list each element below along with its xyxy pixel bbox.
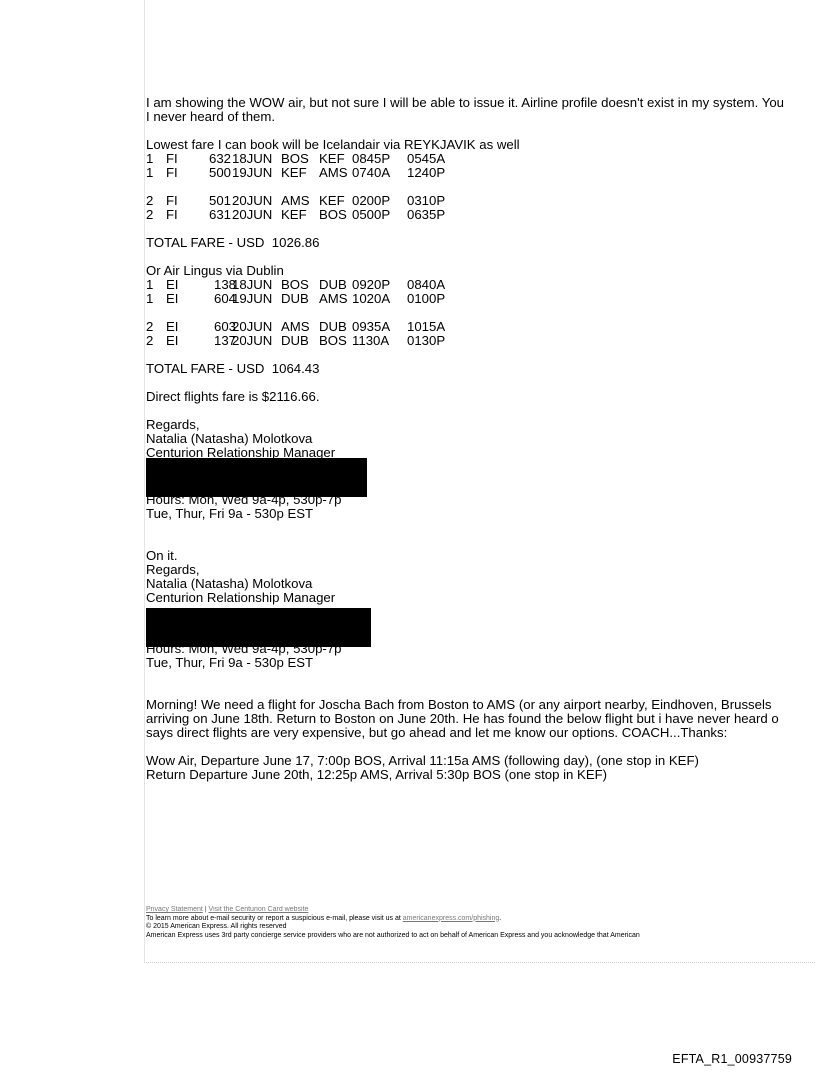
privacy-statement-link[interactable]: Privacy Statement <box>146 906 203 913</box>
signature-hours: Hours: Mon, Wed 9a-4p, 530p-7p <box>146 642 342 656</box>
segment-origin: AMS <box>281 319 310 334</box>
aerlingus-total-fare: TOTAL FARE - USD 1064.43 <box>146 362 320 376</box>
centurion-website-link[interactable]: Visit the Centurion Card website <box>208 906 309 913</box>
icelandair-outbound-itinerary <box>146 152 816 180</box>
request-line-1: Morning! We need a flight for Joscha Bach from Boston to AMS (or any airport nearby, Eindhoven, Brussels <box>146 698 772 712</box>
flight-segment <box>146 152 816 166</box>
segment-origin: BOS <box>281 277 309 292</box>
phishing-end: . <box>499 914 502 922</box>
segment-leg: 2 <box>146 207 154 222</box>
segment-leg: 2 <box>146 333 154 348</box>
segment-arrive-time: 0635P <box>407 207 446 222</box>
flight-segment <box>146 278 816 292</box>
segment-flight-number: 604 <box>214 291 237 306</box>
redaction-block <box>146 458 367 497</box>
flight-segment <box>146 292 816 306</box>
segment-arrive-time: 1240P <box>407 165 446 180</box>
segment-depart-time: 0920P <box>352 277 391 292</box>
signature-title: Centurion Relationship Manager <box>146 446 336 460</box>
copyright: © 2015 American Express. All rights reserved <box>146 923 287 930</box>
segment-leg: 1 <box>146 277 154 292</box>
icelandair-return-itinerary <box>146 194 816 222</box>
segment-flight-number: 137 <box>214 333 237 348</box>
segment-leg: 1 <box>146 151 154 166</box>
flight-segment <box>146 208 816 222</box>
segment-destination: DUB <box>319 319 347 334</box>
phishing-notice <box>146 915 816 924</box>
segment-destination: AMS <box>319 165 348 180</box>
flight-segment <box>146 320 816 334</box>
segment-origin: DUB <box>281 291 309 306</box>
segment-arrive-time: 0840A <box>407 277 446 292</box>
on-it-message: On it. <box>146 549 178 563</box>
segment-origin: AMS <box>281 193 310 208</box>
icelandair-heading: Lowest fare I can book will be Icelandair via REYKJAVIK as well <box>146 138 520 152</box>
segment-date: 20JUN <box>232 207 273 222</box>
segment-flight-number: 603 <box>214 319 237 334</box>
segment-depart-time: 0845P <box>352 151 391 166</box>
request-line-3: says direct flights are very expensive, but go ahead and let me know our options. COACH...Thanks: <box>146 726 728 740</box>
signature-regards: Regards, <box>146 418 200 432</box>
segment-arrive-time: 1015A <box>407 319 446 334</box>
signature-name: Natalia (Natasha) Molotkova <box>146 577 313 591</box>
wow-outbound-flight: Wow Air, Departure June 17, 7:00p BOS, Arrival 11:15a AMS (following day), (one stop in KEF) <box>146 754 699 768</box>
segment-destination: KEF <box>319 193 345 208</box>
flight-segment <box>146 334 816 348</box>
segment-destination: KEF <box>319 151 345 166</box>
signature-hours-2: Tue, Thur, Fri 9a - 530p EST <box>146 656 314 670</box>
email-body <box>146 96 816 782</box>
segment-carrier: FI <box>166 193 178 208</box>
flight-segment <box>146 194 816 208</box>
signature-hours-2: Tue, Thur, Fri 9a - 530p EST <box>146 507 314 521</box>
segment-flight-number: 500 <box>209 165 232 180</box>
aerlingus-return-itinerary <box>146 320 816 348</box>
segment-destination: DUB <box>319 277 347 292</box>
segment-destination: BOS <box>319 207 347 222</box>
signature-title: Centurion Relationship Manager <box>146 591 336 605</box>
segment-arrive-time: 0100P <box>407 291 446 306</box>
intro-line-2: I never heard of them. <box>146 110 276 124</box>
segment-origin: KEF <box>281 165 307 180</box>
segment-destination: AMS <box>319 291 348 306</box>
segment-depart-time: 0500P <box>352 207 391 222</box>
segment-date: 20JUN <box>232 319 273 334</box>
direct-fare-note: Direct flights fare is $2116.66. <box>146 390 320 404</box>
segment-date: 18JUN <box>232 277 273 292</box>
phishing-text: To learn more about e-mail security or report a suspicious e-mail, please visit us at <box>146 914 403 922</box>
segment-flight-number: 138 <box>214 277 237 292</box>
segment-flight-number: 631 <box>209 207 232 222</box>
segment-date: 20JUN <box>232 333 273 348</box>
segment-date: 20JUN <box>232 193 273 208</box>
segment-leg: 1 <box>146 291 154 306</box>
segment-arrive-time: 0545A <box>407 151 446 166</box>
document-id: EFTA_R1_00937759 <box>672 1052 792 1066</box>
signature-regards: Regards, <box>146 563 200 577</box>
signature-hours: Hours: Mon, Wed 9a-4p, 530p-7p <box>146 493 342 507</box>
segment-depart-time: 1130A <box>352 333 390 348</box>
intro-line-1: I am showing the WOW air, but not sure I will be able to issue it. Airline profile doesn't exist in my system. You <box>146 96 785 110</box>
segment-carrier: FI <box>166 207 178 222</box>
wow-return-flight: Return Departure June 20th, 12:25p AMS, Arrival 5:30p BOS (one stop in KEF) <box>146 768 608 782</box>
segment-depart-time: 0935A <box>352 319 391 334</box>
segment-carrier: FI <box>166 151 178 166</box>
segment-carrier: EI <box>166 333 179 348</box>
segment-depart-time: 0200P <box>352 193 391 208</box>
segment-leg: 2 <box>146 319 154 334</box>
segment-carrier: EI <box>166 291 179 306</box>
segment-carrier: EI <box>166 277 179 292</box>
segment-arrive-time: 0310P <box>407 193 446 208</box>
flight-segment <box>146 166 816 180</box>
footer-links <box>146 906 816 915</box>
segment-origin: BOS <box>281 151 309 166</box>
segment-date: 19JUN <box>232 165 273 180</box>
segment-date: 18JUN <box>232 151 273 166</box>
segment-origin: DUB <box>281 333 309 348</box>
aerlingus-heading: Or Air Lingus via Dublin <box>146 264 284 278</box>
segment-flight-number: 501 <box>209 193 232 208</box>
segment-leg: 2 <box>146 193 154 208</box>
concierge-disclaimer: American Express uses 3rd party concierge service providers who are not authorized to act on behalf of American Express and you acknowledge that American <box>146 931 640 939</box>
icelandair-total-fare: TOTAL FARE - USD 1026.86 <box>146 236 320 250</box>
segment-flight-number: 632 <box>209 151 232 166</box>
segment-date: 19JUN <box>232 291 273 306</box>
segment-arrive-time: 0130P <box>407 333 446 348</box>
aerlingus-outbound-itinerary <box>146 278 816 306</box>
segment-carrier: EI <box>166 319 179 334</box>
segment-origin: KEF <box>281 207 307 222</box>
segment-carrier: FI <box>166 165 178 180</box>
segment-depart-time: 0740A <box>352 165 391 180</box>
signature-name: Natalia (Natasha) Molotkova <box>146 432 313 446</box>
footer-separator: | <box>204 906 207 913</box>
email-footer <box>146 906 816 940</box>
segment-destination: BOS <box>319 333 347 348</box>
phishing-link[interactable]: americanexpress.com/phishing <box>402 914 500 922</box>
segment-leg: 1 <box>146 165 154 180</box>
request-line-2: arriving on June 18th. Return to Boston on June 20th. He has found the below flight but i have never heard o <box>146 712 779 726</box>
segment-depart-time: 1020A <box>352 291 391 306</box>
